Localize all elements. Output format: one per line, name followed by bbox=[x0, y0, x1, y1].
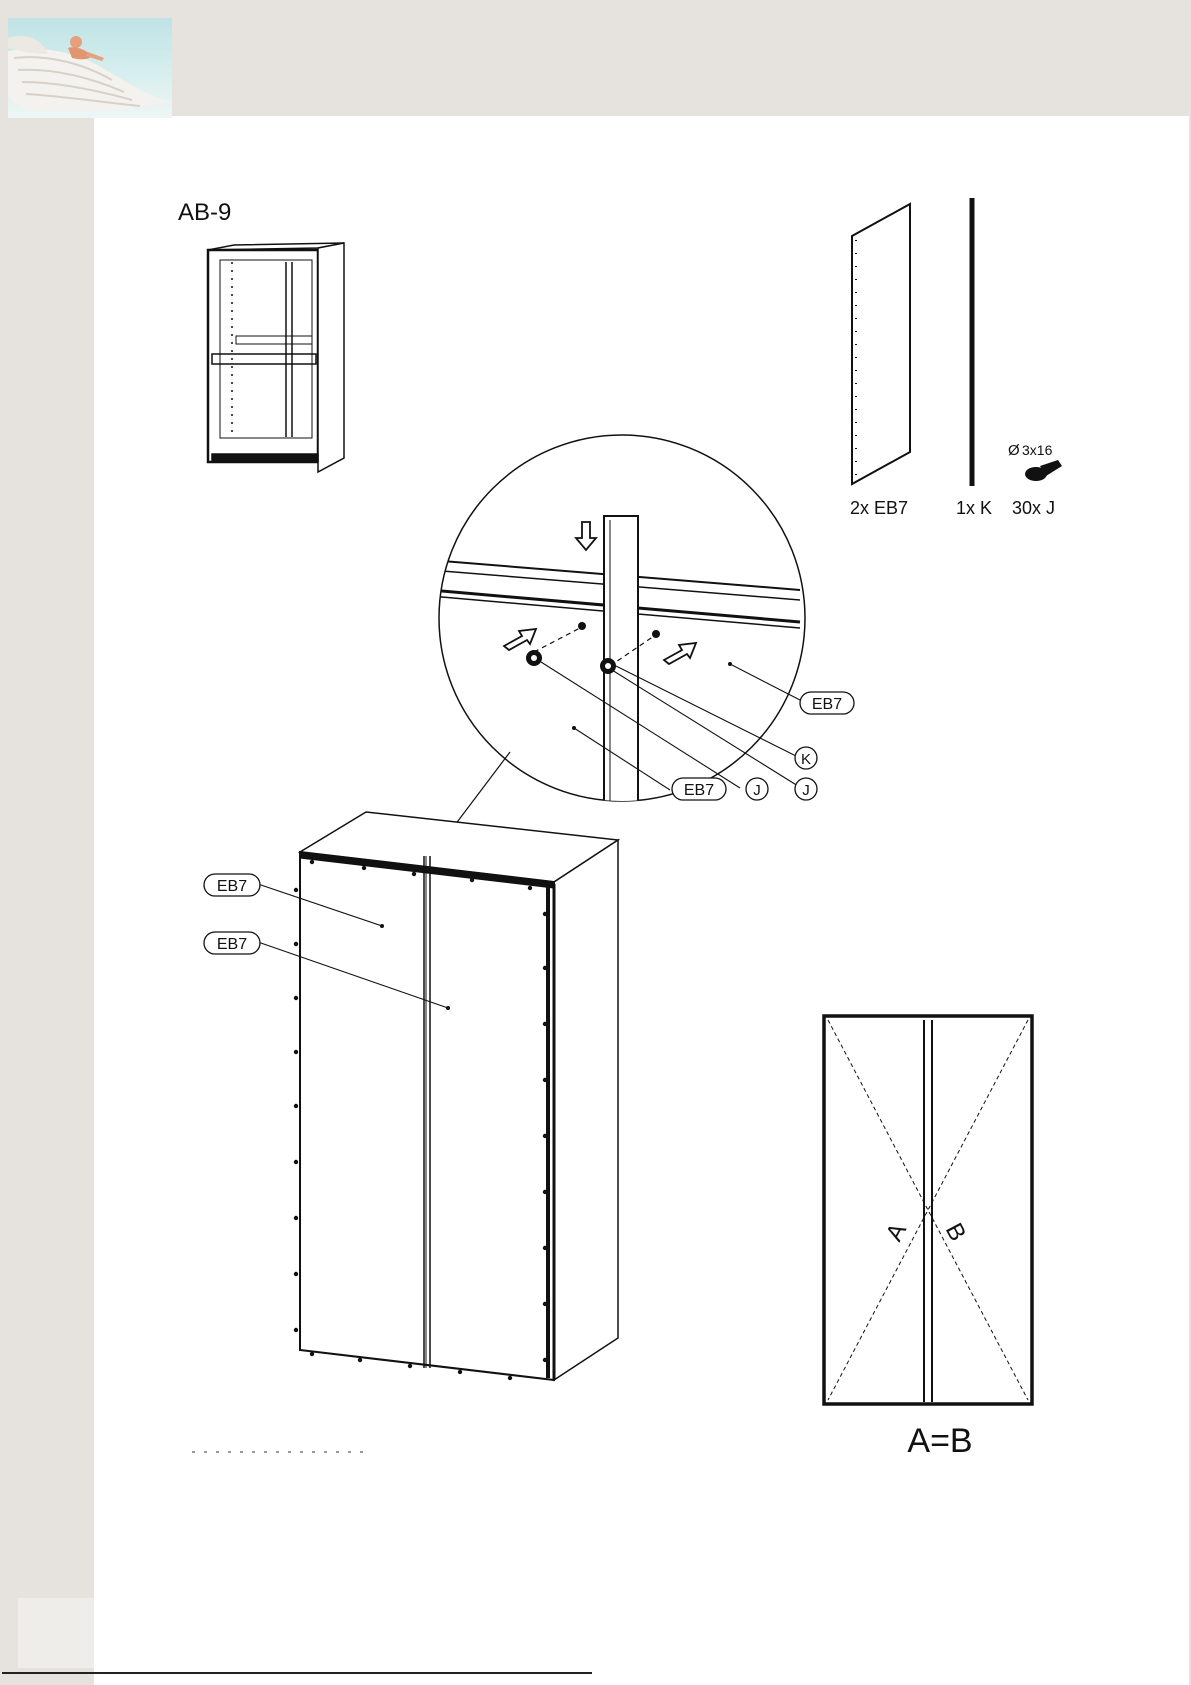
svg-text:EB7: EB7 bbox=[683, 782, 715, 799]
svg-text:EB7: EB7 bbox=[811, 696, 843, 713]
svg-text:J: J bbox=[753, 782, 761, 799]
svg-text:K: K bbox=[800, 751, 812, 768]
panel-part-diagram bbox=[852, 204, 910, 484]
cabinet-overview-diagram bbox=[208, 243, 344, 472]
rod-quantity: 1x K bbox=[956, 498, 993, 518]
panel-quantity: 2x EB7 bbox=[850, 498, 909, 518]
diagonal-rule: A=B bbox=[907, 1422, 973, 1460]
svg-text:EB7: EB7 bbox=[216, 878, 248, 895]
bottom-rule bbox=[2, 1672, 592, 1674]
svg-text:EB7: EB7 bbox=[216, 936, 248, 953]
diagonal-b-label: B bbox=[939, 1218, 972, 1246]
page-corner-box bbox=[18, 1598, 94, 1668]
screw-icon bbox=[1025, 460, 1062, 481]
screw-size: 3x16 bbox=[1022, 442, 1053, 458]
screw-quantity: 30x J bbox=[1012, 498, 1056, 518]
wardrobe-assembly-diagram bbox=[300, 812, 618, 1380]
step-label: AB-9 bbox=[178, 199, 232, 226]
svg-text:J: J bbox=[802, 782, 810, 799]
diagonal-check-diagram bbox=[824, 1016, 1032, 1404]
diagonal-a-label: A bbox=[880, 1218, 913, 1246]
screw-diameter-symbol: Ø bbox=[1008, 442, 1020, 459]
